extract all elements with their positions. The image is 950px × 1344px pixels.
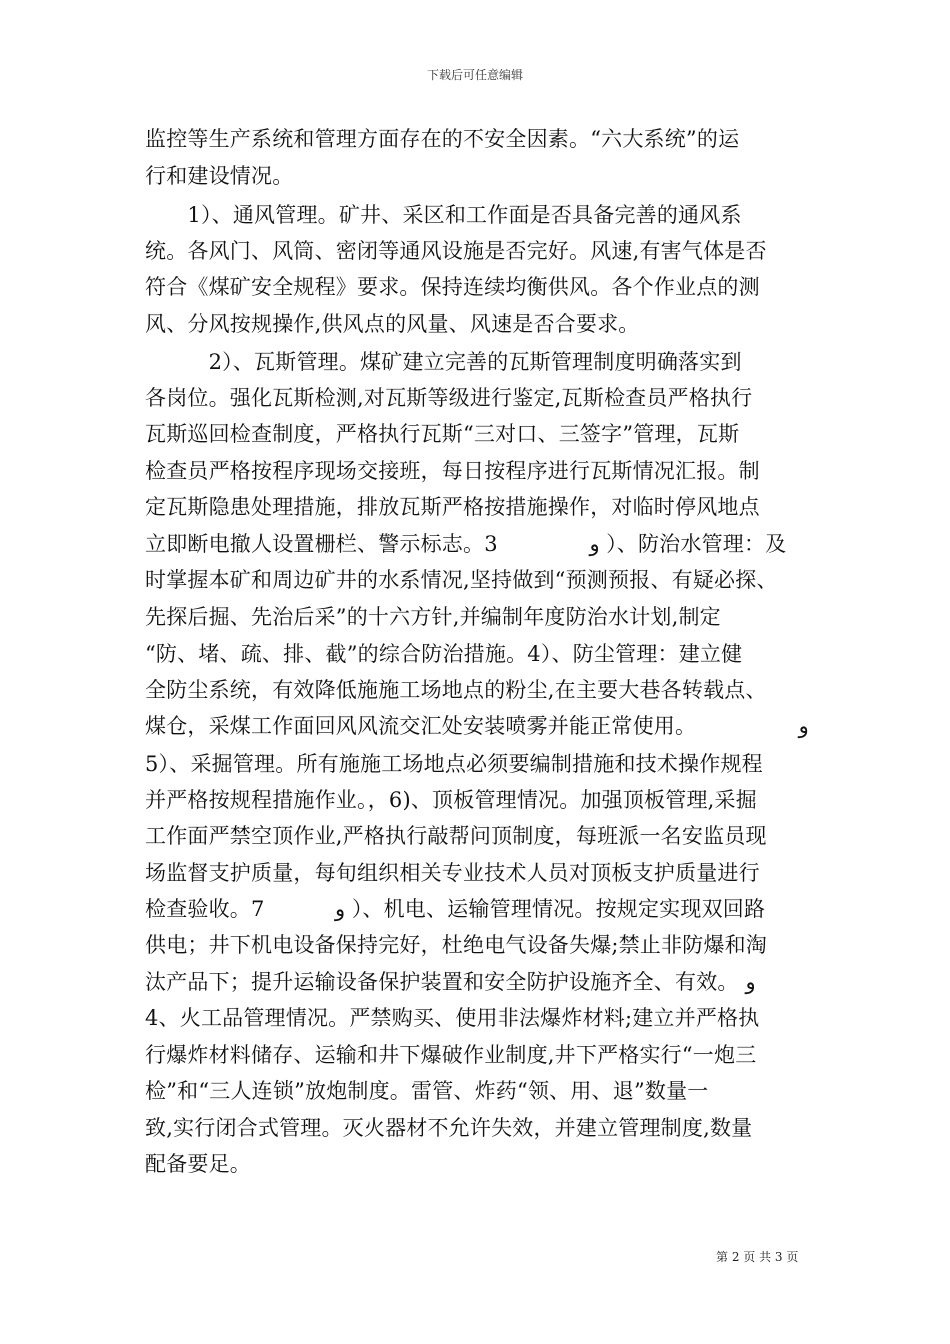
text-line: 工作面严禁空顶作业,严格执行敲帮问顶制度，每班派一名安监员现 [145,824,767,848]
text-line: 配备要足。 [145,1152,251,1176]
text-line: 供电；井下机电设备保持完好，杜绝电气设备失爆;禁止非防爆和淘 [145,933,768,957]
text-line: 行和建设情况。 [145,164,294,188]
page-number: 第 2 页 共 3 页 [716,1250,799,1264]
text-line: 行爆炸材料储存、运输和井下爆破作业制度,井下严格实行“一炮三 [145,1043,757,1067]
text-line: 各岗位。强化瓦斯检测,对瓦斯等级进行鉴定,瓦斯检查员严格执行 [145,386,753,410]
text-line: “防、堵、疏、排、截”的综合防治措施。4）、防尘管理：建立健 [145,642,743,666]
text-line: 煤仓，采煤工作面回风风流交汇处安装喷雾并能正常使用。 و [145,714,809,738]
text-line: 定瓦斯隐患处理措施，排放瓦斯严格按措施操作，对临时停风地点 [145,495,760,519]
text-line: 检”和“三人连锁”放炮制度。雷管、炸药“领、用、退”数量一 [145,1079,709,1103]
text-line: 瓦斯巡回检查制度，严格执行瓦斯“三对口、三签字”管理，瓦斯 [145,422,740,446]
text-line: 5）、采掘管理。所有施施工场地点必须要编制措施和技术操作规程 [145,752,763,776]
text-line: 风、分风按规操作,供风点的风量、风速是否合要求。 [145,312,640,336]
page-header: 下载后可任意编辑 [426,68,523,82]
text-line: 4、火工品管理情况。严禁购买、使用非法爆炸材料;建立并严格执 [145,1006,760,1030]
text-line: 场监督支护质量，每旬组织相关专业技术人员对顶板支护质量进行 [145,861,760,885]
text-line: 监控等生产系统和管理方面存在的不安全因素。“六大系统”的运 [145,127,740,151]
text-line: 检查员严格按程序现场交接班，每日按程序进行瓦斯情况汇报。制 [145,459,760,483]
text-line: 致,实行闭合式管理。灭火器材不允许失效，并建立管理制度,数量 [145,1116,753,1140]
text-line: 全防尘系统，有效降低施施工场地点的粉尘,在主要大巷各转载点、 [145,678,767,702]
text-line: 1）、通风管理。矿井、采区和工作面是否具备完善的通风系 [145,203,742,227]
text-line: 检查验收。7 و ）、机电、运输管理情况。按规定实现双回路 [145,897,766,921]
text-line: 先探后掘、先治后采”的十六方针,并编制年度防治水计划,制定 [145,605,721,629]
text-line: 立即断电撤人设置栅栏、警示标志。3 و ）、防治水管理：及 [145,532,787,556]
text-line: 汰产品下；提升运输设备保护装置和安全防护设施齐全、有效。 و [145,970,756,994]
text-line: 并严格按规程措施作业。，6)、顶板管理情况。加强顶板管理,采掘 [145,788,757,812]
text-line: 统。各风门、风筒、密闭等通风设施是否完好。风速,有害气体是否 [145,239,767,263]
text-line: 时掌握本矿和周边矿井的水系情况,坚持做到“预测预报、有疑必探、 [145,568,778,592]
text-line: 2）、瓦斯管理。煤矿建立完善的瓦斯管理制度明确落实到 [145,350,742,374]
text-line: 符合《煤矿安全规程》要求。保持连续均衡供风。各个作业点的测 [145,275,760,299]
